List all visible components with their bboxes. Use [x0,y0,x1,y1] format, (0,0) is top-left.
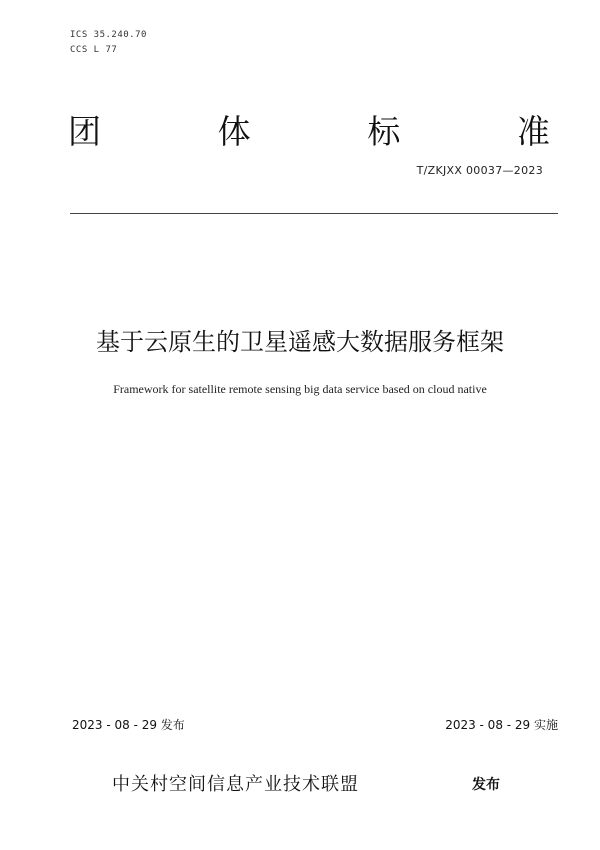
document-title-chinese: 基于云原生的卫星遥感大数据服务框架 [96,328,504,356]
publish-label: 发布 [472,777,500,793]
standard-type-heading [68,112,550,152]
publication-date: 2023 - 08 - 29 发布 [72,718,185,732]
standard-type-char-3: 标 [367,112,401,151]
document-title-english: Framework for satellite remote sensing big data service based on cloud native [113,382,487,396]
standard-type-char-4: 准 [516,112,550,151]
standard-number: T/ZKJXX 00037—2023 [416,164,543,177]
header-divider [70,213,558,214]
ccs-code: CCS L 77 [70,45,118,55]
ics-code: ICS 35.240.70 [70,30,147,40]
publisher-name: 中关村空间信息产业技术联盟 [112,774,359,795]
standard-type-char-1: 团 [68,112,101,151]
standard-type-char-2: 体 [217,112,251,151]
implementation-date: 2023 - 08 - 29 实施 [445,718,558,732]
